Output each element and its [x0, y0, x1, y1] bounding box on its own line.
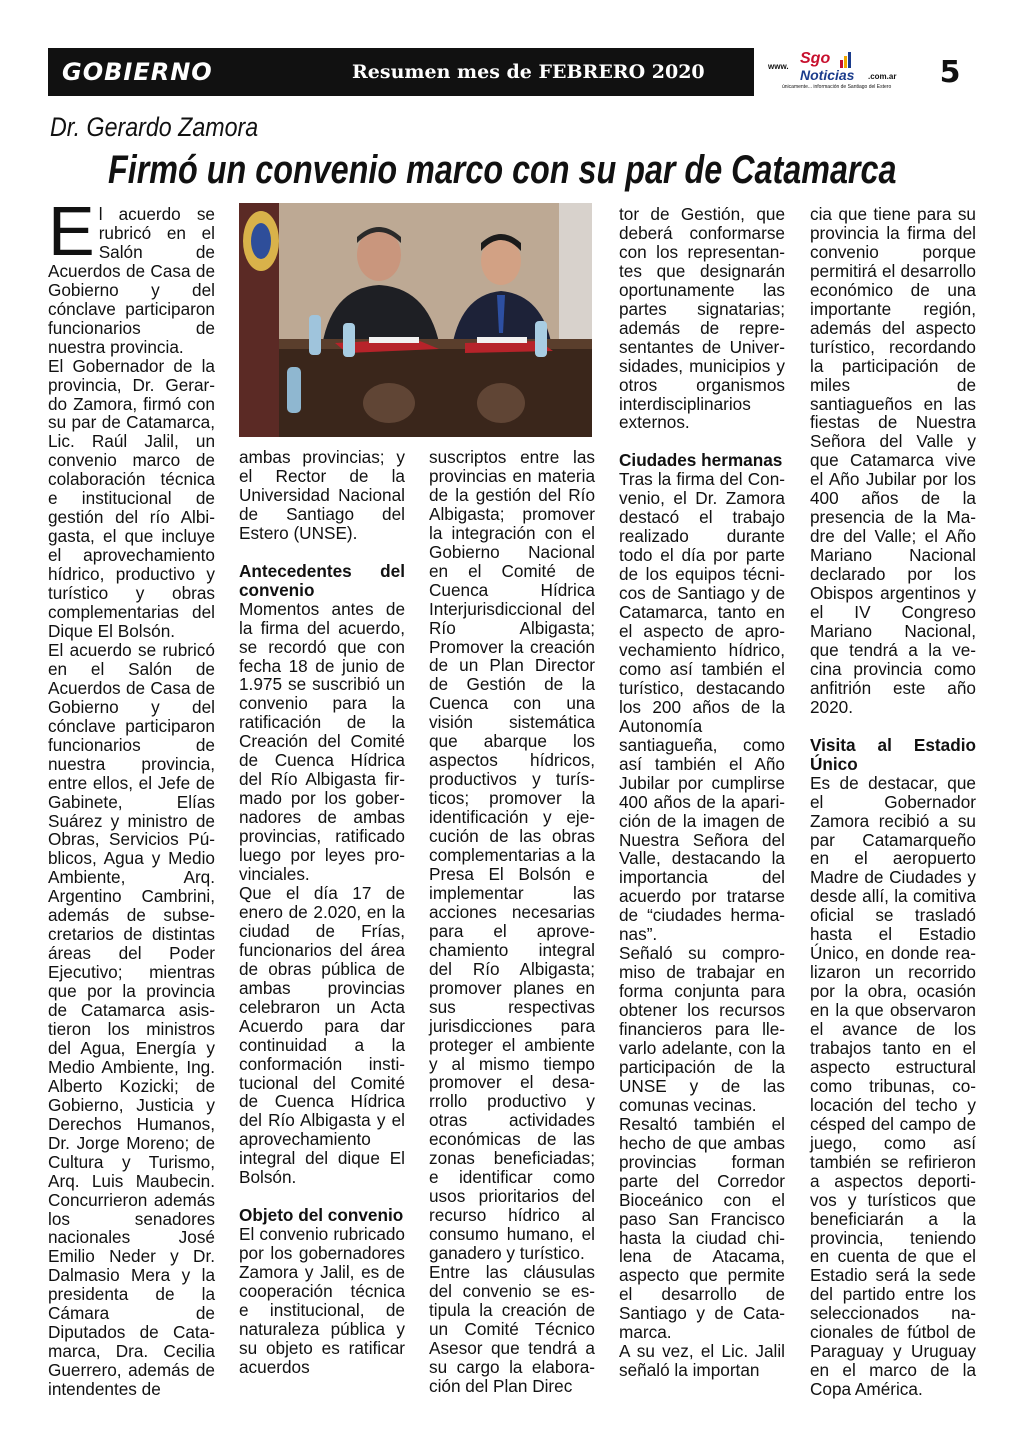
signing-photo-illustration	[239, 203, 592, 437]
subheading: Visita al Estadio Único	[810, 734, 976, 774]
article-paragraph: El acuerdo se rubricó en el Salón de Acuerdos de Casa de Gobierno y del cónclave participaron funcionarios de nuestra provincia, entre ellos, el Jefe de Gabinete, Elías Suárez y ministro de Obras, Servicios Públicos, Agua y Medio Ambiente, Arq. Argentino Cambrini, además de subsecretarios de distintas áreas del Poder Ejecutivo; mientras que por la provincia de Catamarca asistieron los ministros del Agua, Energía y Medio Ambiente, Ing. Alberto Kozicki; de Gobierno, Justicia y Derechos Humanos, Dr. Jorge Moreno; de Cultura y Turismo, Arq. Luis Maubecin. Concurrieron además los senadores nacionales José Emilio Neder y Dr. Dalmasio Mera y la presidenta de la Cámara de Diputados de Catamarca, Dra. Cecilia Guerrero, además de intendentes de	[48, 639, 215, 1400]
article-paragraph: El acuerdo se rubricó en el Salón de Acuerdos de Casa de Gobierno y del cónclave participaron funcionarios de nuestra provincia.	[48, 192, 215, 357]
signing-photo	[239, 203, 592, 437]
section-label: GOBIERNO	[62, 58, 213, 86]
subheading: Objeto del convenio	[239, 1205, 404, 1226]
article-kicker: Dr. Gerardo Zamora	[50, 112, 259, 142]
article-paragraph: A su vez, el Lic. Jalil señaló la importan	[619, 1341, 785, 1381]
signal-bars-icon	[840, 52, 854, 68]
article-paragraph: El Gobernador de la provincia, Dr. Gerardo Zamora, firmó con su par de Catamarca, Lic. Raúl Jalil, un convenio marco de colaboración técnica e institucional de gestión del río Albigasta, el que incluye el aprovechamiento hídrico, productivo y turístico y obras complementarias del Dique El Bolsón.	[48, 355, 215, 641]
article-column-2	[239, 448, 405, 1377]
page-number: 5	[939, 55, 961, 90]
article-column-5	[810, 205, 976, 1399]
issue-label: Resumen mes de FEBRERO 2020	[352, 61, 705, 83]
article-column-4	[619, 205, 785, 1380]
drop-cap: E	[48, 192, 95, 270]
article-paragraph: cia que tiene para su provincia la firma del convenio porque permitirá el desarrollo económico de una importante región, además del aspecto turístico, recordando la participación de miles de santiagueños en las fiestas de Nuestra Señora del Valle y que Catamarca vive el Año Jubilar por los 400 años de la presencia de la Madre del Valle; el Año Mariano Nacional declarado por los Obispos argentinos y el IV Congreso Mariano Nacional, que tendrá a la vecina provincia como anfitrión este año 2020.	[810, 204, 976, 717]
article-paragraph: Entre las cláusulas del convenio se estipula la creación de un Comité Técnico Asesor que tendrá a su cargo la elaboración del Plan Direc	[429, 1261, 595, 1396]
article-paragraph: suscriptos entre las provincias en materia de la gestión del Río Albigasta; promover la integración con el Gobierno Nacional en el Comité de Cuenca Hídrica Interjurisdiccional del Río Albigasta; Promover la creación de un Plan Director de Gestión de la Cuenca con una visión sistemática que abarque los aspectos hídricos, productivos y turísticos; promover la identificación y ejecución de las obras complementarias a la Presa El Bolsón e implementar las acciones necesarias para el aprovechamiento integral del Río Albigasta; promover planes en sus respectivas jurisdicciones para proteger el ambiente y al mismo tiempo promover el desarrollo productivo y otras actividades económicas de las zonas beneficiadas; e identificar como usos prioritarios del recurso hídrico al consumo humano, el ganadero y turístico.	[429, 447, 595, 1264]
article-paragraph: ambas provincias; y el Rector de la Universidad Nacional de Santiago del Estero (UNSE).	[239, 447, 405, 543]
article-column-1	[48, 192, 215, 1400]
subheading: Ciudades hermanas	[619, 450, 783, 471]
article-paragraph: Momentos antes de la firma del acuerdo, se recordó que con fecha 18 de junio de 1.975 se suscribió un convenio para la ratificación de la Creación del Comité de Cuenca Hídrica del Río Albigasta firmado por los gobernadores de ambas provincias, ratificado luego por leyes provinciales.	[239, 598, 405, 885]
subheading: Antecedentes del convenio	[239, 560, 405, 600]
article-paragraph: El convenio rubricado por los gobernadores Zamora y Jalil, es de cooperación técnica e institucional, de naturaleza pública y su objeto es ratificar acuerdos	[239, 1224, 405, 1377]
article-paragraph: Resaltó también el hecho de que ambas provincias forman parte del Corredor Bioceánico con el paso San Francisco hasta la ciudad chilena de Atacama, aspecto que permite el desarrollo de Santiago y de Catamarca.	[619, 1113, 785, 1343]
article-paragraph: Es de destacar, que el Gobernador Zamora recibió a su par Catamarqueño en el aeropuerto Madre de Ciudades y desde allí, la comitiva oficial se trasladó hasta el Estadio Único, en donde realizaron un recorrido por la obra, ocasión en la que observaron el avance de los trabajos tanto en el aspecto estructural como tribunas, colocación del techo y césped del campo de juego, como así también se refirieron a aspectos deportivos y turísticos que beneficiarán a la provincia, teniendo en cuenta de que el Estadio será la sede del partido entre los seleccionados nacionales de fútbol de Paraguay y Uruguay en el marco de la Copa América.	[810, 772, 976, 1400]
article-column-3	[429, 448, 595, 1396]
article-paragraph: Tras la firma del Convenio, el Dr. Zamora destacó el trabajo realizado durante todo el día por parte de los equipos técnicos de Santiago y de Catamarca, tanto en el aspecto de aprovechamiento hídrico, como así también el turístico, destacando los 200 años de la Autonomía santiagueña, como así también el Año Jubilar por cumplirse 400 años de la aparición de la imagen de Nuestra Señora del Valle, destacando la importancia del acuerdo por tratarse de “ciudades hermanas”.	[619, 469, 785, 945]
header-bar	[48, 48, 754, 96]
article-paragraph: tor de Gestión, que deberá conformarse con los representantes que designarán oportunamente las partes signatarias; además de representantes de Universidades, municipios y otros organismos interdisciplinarios externos.	[619, 204, 785, 433]
article-paragraph: Señaló su compromiso de trabajar en forma conjunta para obtener los recursos financieros para llevarlo adelante, con la participación de la UNSE y de las comunas vecinas.	[619, 943, 785, 1115]
article-paragraph: Que el día 17 de enero de 2.020, en la ciudad de Frías, funcionarios del área de obras pública de ambas provincias celebraron un Acta Acuerdo para dar continuidad a la conformación institucional del Comité de Cuenca Hídrica del Río Albigasta y el aprovechamiento integral del dique El Bolsón.	[239, 882, 405, 1188]
sgo-noticias-logo: www. Sgo Noticias .com.ar únicamente... información de Santiago del Estero	[768, 50, 897, 90]
article-headline: Firmó un convenio marco con su par de Catamarca	[108, 148, 897, 192]
